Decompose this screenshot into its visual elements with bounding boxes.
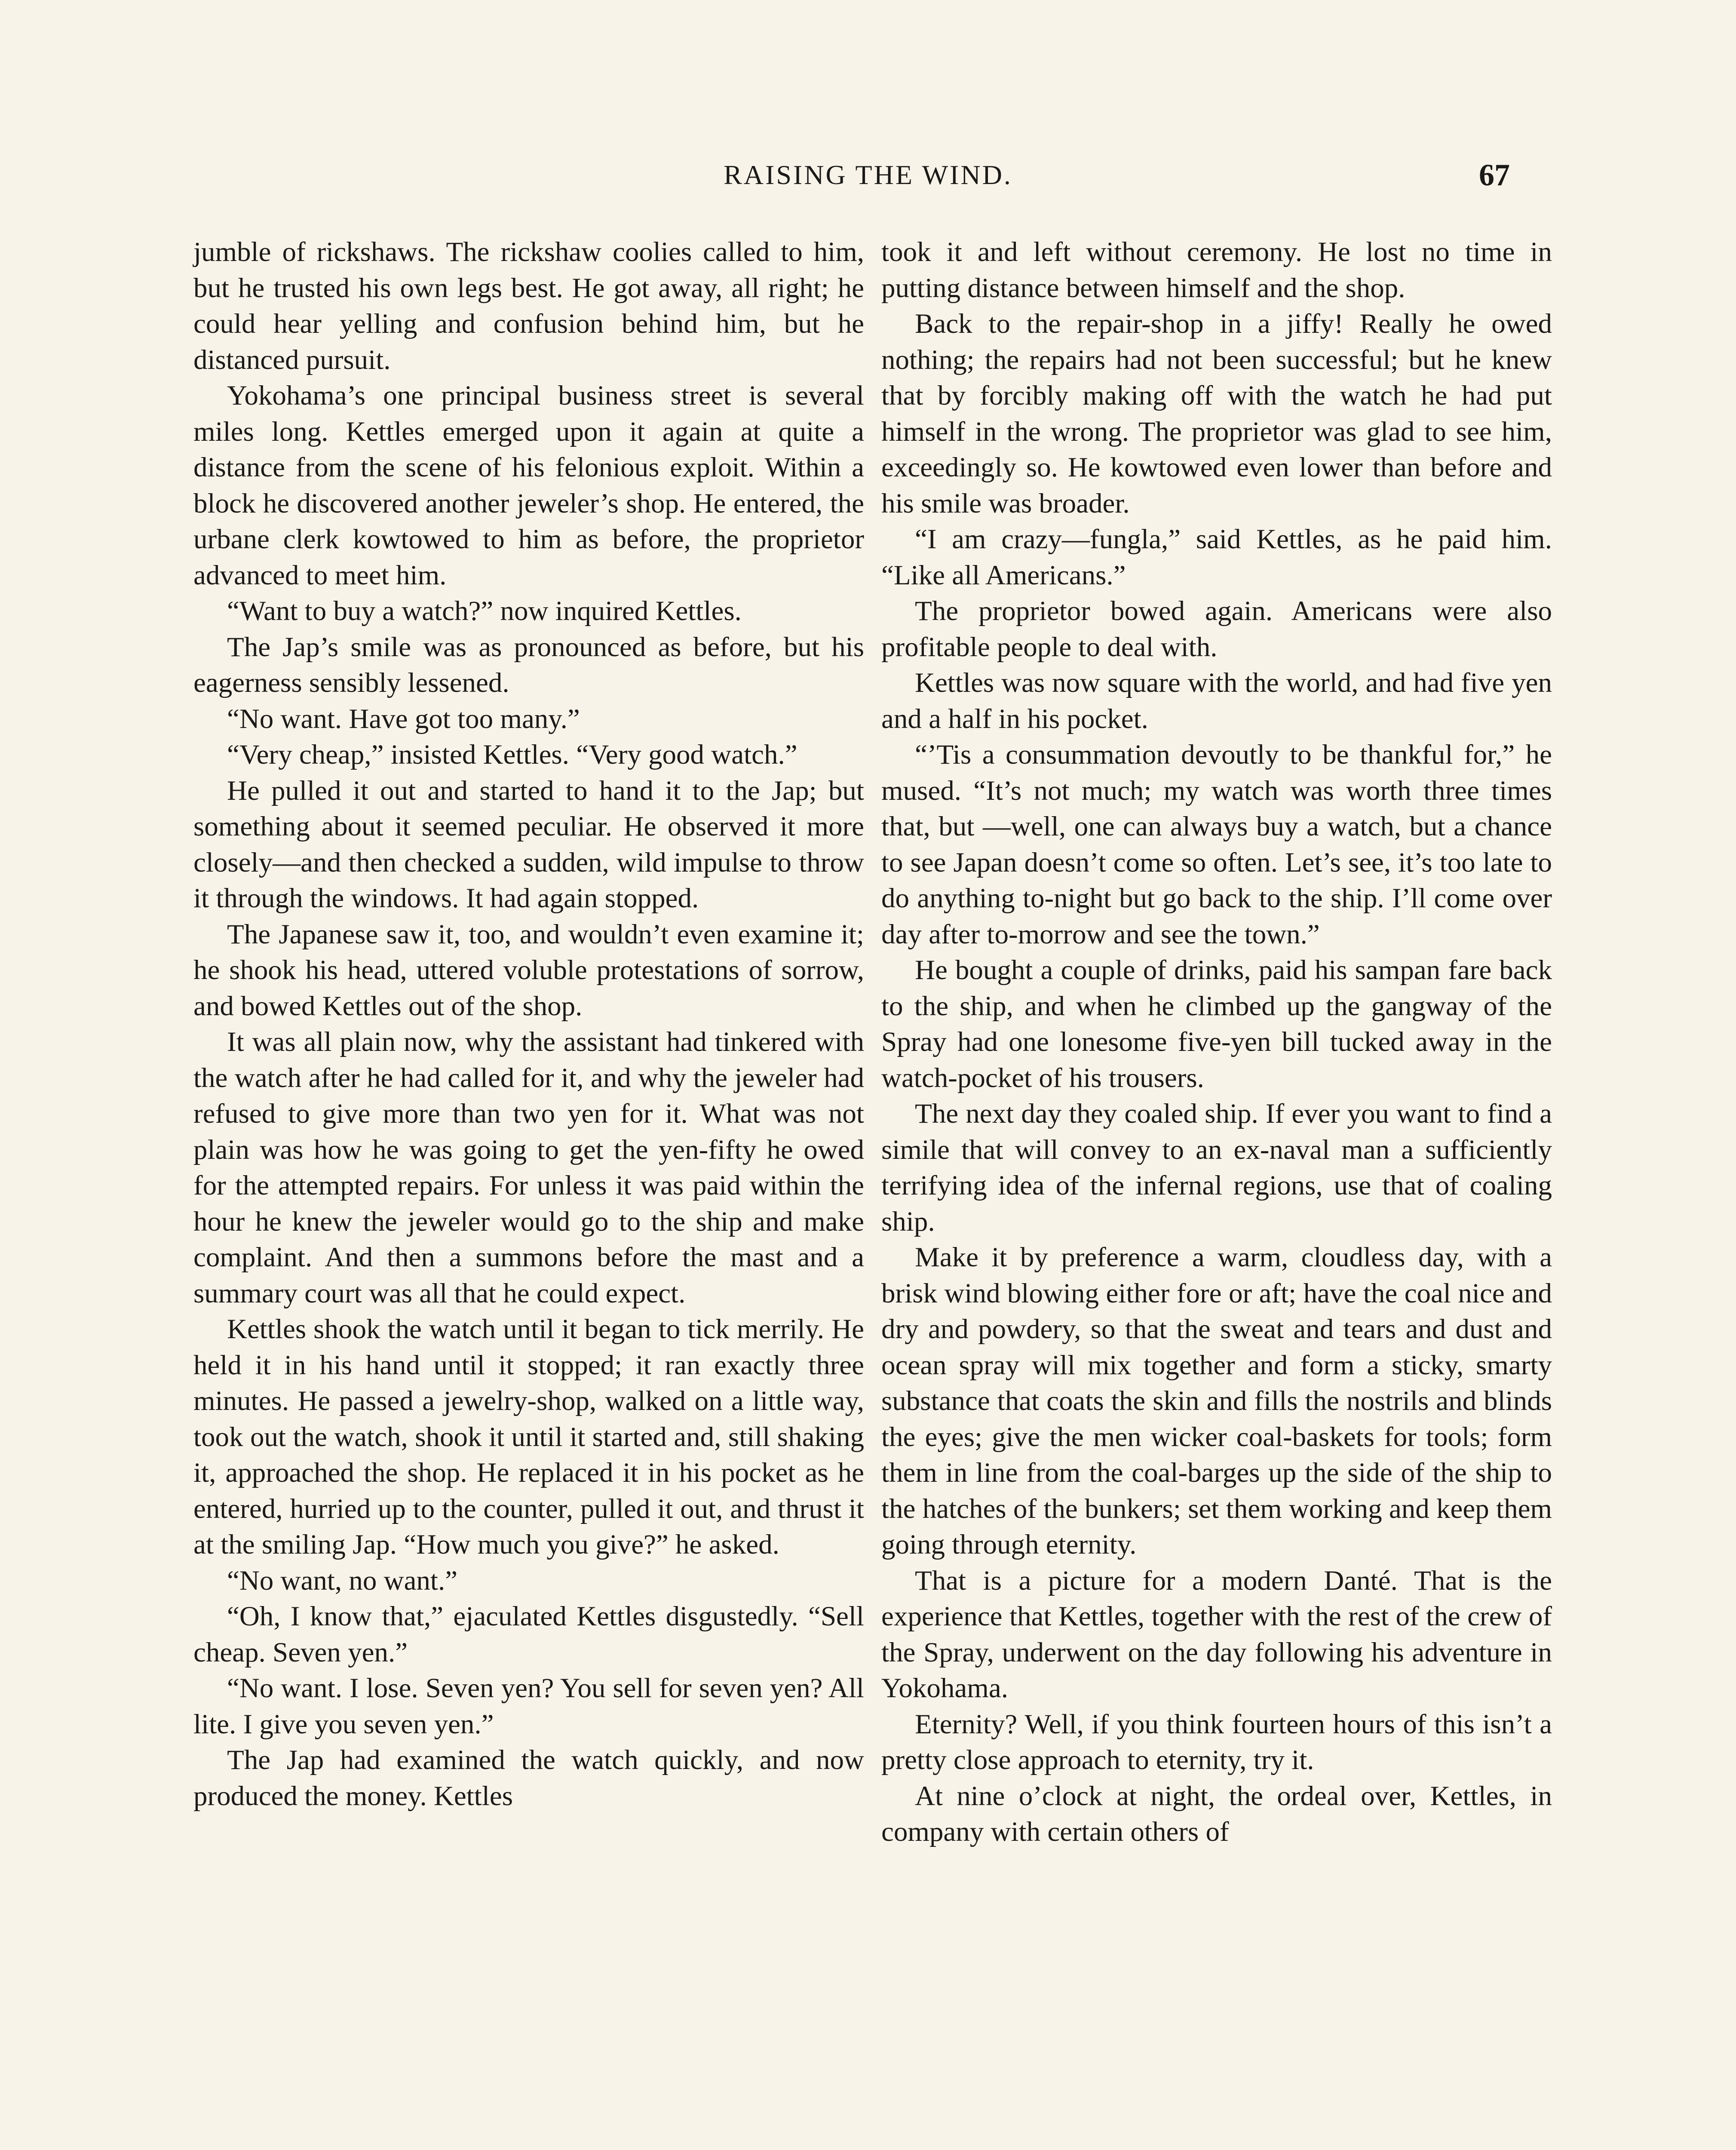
- paragraph: Make it by preference a warm, cloudless day, with a brisk wind blowing either fore or aft; have the coal nice and dry and powdery, so that the sweat and tears and dust and ocean spray will mix together and form a sticky, smarty substance that coats the skin and fills the nostrils and blinds the eyes; give the men wicker coal-baskets for tools; form them in line from the coal-barges up the side of the ship to the hatches of the bunkers; set them working and keep them going through eternity.: [881, 1242, 1552, 1560]
- paragraph: “I am crazy—fungla,” said Kettles, as he paid him. “Like all Americans.”: [881, 524, 1552, 591]
- paragraph: Eternity? Well, if you think fourteen hours of this isn’t a pretty close approach to eternity, try it.: [881, 1708, 1552, 1775]
- paragraph: He bought a couple of drinks, paid his sampan fare back to the ship, and when he climbed up the gangway of the Spray had one lonesome five-yen bill tucked away in the watch-pocket of his trousers.: [881, 955, 1552, 1093]
- paragraph: It was all plain now, why the assistant had tinkered with the watch after he had called for it, and why the jeweler had refused to give more than two yen for it. What was not plain was how he was going to get the yen-fifty he owed for the attempted repairs. For unless it was paid within the hour he knew the jeweler would go to the ship and make complaint. And then a summons before the mast and a summary court was all that he could expect.: [193, 1026, 864, 1309]
- paragraph: He pulled it out and started to hand it to the Jap; but something about it seemed peculiar. He observed it more closely—and then checked a sudden, wild impulse to throw it through the windows. It had again stopped.: [193, 775, 864, 914]
- paragraph: “’Tis a consummation devoutly to be thankful for,” he mused. “It’s not much; my watch was worth three times that, but —well, one can always buy a watch, but a chance to see Japan doesn’t come so often. Let’s see, it’s too late to do anything to-night but go back to the ship. I’ll come over day after to-morrow and see the town.”: [881, 739, 1552, 950]
- paragraph: Kettles shook the watch until it began to tick merrily. He held it in his hand until it stopped; it ran exactly three minutes. He passed a jewelry-shop, walked on a little way, took out the watch, shook it until it started and, still shaking it, approached the shop. He replaced it in his pocket as he entered, hurried up to the counter, pulled it out, and thrust it at the smiling Jap. “How much you give?” he asked.: [193, 1314, 864, 1560]
- right-column: [881, 234, 1552, 1850]
- paragraph: That is a picture for a modern Danté. That is the experience that Kettles, together with the rest of the crew of the Spray, underwent on the day following his adventure in Yokohama.: [881, 1565, 1552, 1704]
- running-head: RAISING THE WIND.: [724, 160, 1012, 190]
- paragraph: took it and left without ceremony. He lost no time in putting distance between himself and the shop.: [881, 236, 1552, 304]
- paragraph: At nine o’clock at night, the ordeal over, Kettles, in company with certain others of: [881, 1780, 1552, 1847]
- paragraph: “No want, no want.”: [227, 1565, 458, 1596]
- paragraph: “Very cheap,” insisted Kettles. “Very good watch.”: [227, 739, 797, 770]
- paragraph: “No want. Have got too many.”: [227, 703, 580, 734]
- paragraph: “Want to buy a watch?” now inquired Kettles.: [227, 596, 742, 627]
- paragraph: Back to the repair-shop in a jiffy! Really he owed nothing; the repairs had not been successful; but he knew that by forcibly making off with the watch he had put himself in the wrong. The proprietor was glad to see him, exceedingly so. He kowtowed even lower than before and his smile was broader.: [881, 308, 1552, 519]
- page-number: 67: [1479, 158, 1510, 192]
- paragraph: The Jap had examined the watch quickly, and now produced the money. Kettles: [193, 1745, 864, 1812]
- paragraph: The Japanese saw it, too, and wouldn’t even examine it; he shook his head, uttered voluble protestations of sorrow, and bowed Kettles out of the shop.: [193, 918, 864, 1022]
- paragraph: Yokohama’s one principal business street is several miles long. Kettles emerged upon it again at quite a distance from the scene of his felonious exploit. Within a block he discovered another jeweler’s shop. He entered, the urbane clerk kowtowed to him as before, the proprietor advanced to meet him.: [193, 380, 864, 591]
- paragraph: jumble of rickshaws. The rickshaw coolies called to him, but he trusted his own legs best. He got away, all right; he could hear yelling and confusion behind him, but he distanced pursuit.: [193, 236, 864, 375]
- paragraph: The Jap’s smile was as pronounced as before, but his eagerness sensibly lessened.: [193, 631, 864, 698]
- paragraph: The proprietor bowed again. Americans were also profitable people to deal with.: [881, 596, 1552, 663]
- paragraph: “No want. I lose. Seven yen? You sell for seven yen? All lite. I give you seven yen.”: [193, 1673, 864, 1740]
- left-column: [193, 234, 864, 1814]
- paragraph: The next day they coaled ship. If ever you want to find a simile that will convey to an ex-naval man a sufficiently terrifying idea of the infernal regions, use that of coaling ship.: [881, 1098, 1552, 1237]
- paragraph: Kettles was now square with the world, and had five yen and a half in his pocket.: [881, 667, 1552, 734]
- paragraph: “Oh, I know that,” ejaculated Kettles disgustedly. “Sell cheap. Seven yen.”: [193, 1601, 864, 1668]
